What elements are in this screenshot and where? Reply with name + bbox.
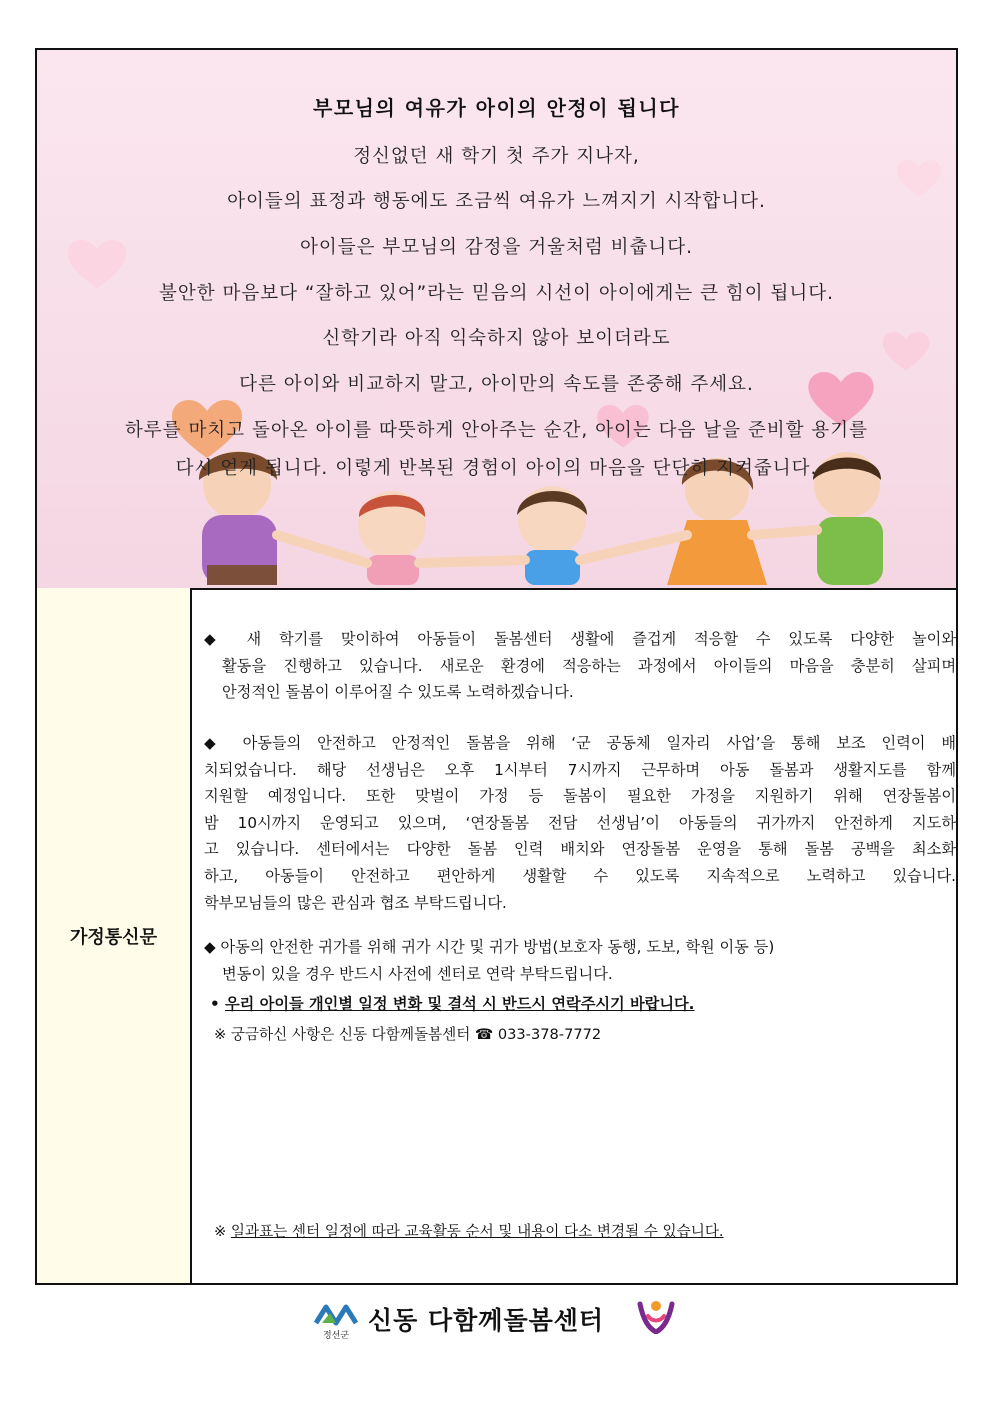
banner xyxy=(37,50,956,590)
footnote xyxy=(214,1220,724,1241)
footnote-mark: ※ xyxy=(214,1223,227,1240)
newsletter-frame xyxy=(35,48,958,1285)
banner-line: 신학기라 아직 익숙하지 않아 보이더라도 xyxy=(322,328,671,349)
contact-line xyxy=(214,1023,601,1044)
paragraph-line: 하고, 아동들이 안전하고 편안하게 생활할 수 있도록 지속적으로 노력하고 있습니다. xyxy=(204,866,956,885)
banner-line: 아이들은 부모님의 감정을 거울처럼 비춥니다. xyxy=(300,237,693,258)
paragraph-line: 활동을 진행하고 있습니다. 새로운 환경에 적응하는 과정에서 아이들의 마음을 충분히 살피며 xyxy=(222,656,956,675)
banner-line: 다시 얻게 됩니다. 이렇게 반복된 경험이 아이의 마음을 단단히 지켜줍니다. xyxy=(175,458,818,479)
paragraph-line: 고 있습니다. 센터에서는 다양한 돌봄 인력 배치와 연장돌봄 운영을 통해 돌봄 공백을 최소화 xyxy=(204,840,956,859)
phone-icon: ☎ xyxy=(475,1026,494,1043)
center-name: 신동 다함께돌봄센터 xyxy=(368,1306,605,1335)
section-label: 가정통신문 xyxy=(70,926,157,948)
section-label-cell xyxy=(37,588,192,1283)
footer xyxy=(0,1295,992,1345)
notice-row xyxy=(37,588,956,1283)
paragraph-line: 안정적인 돌봄이 이루어질 수 있도록 노력하겠습니다. xyxy=(222,683,574,702)
notice-paragraph-activities xyxy=(204,626,956,706)
contact-prefix: ※ 궁금하신 사항은 신동 다함께돌봄센터 xyxy=(214,1026,471,1043)
center-logo-icon xyxy=(636,1298,676,1334)
notice-paragraph-pickup xyxy=(204,934,956,987)
important-notice-text: 우리 아이들 개인별 일정 변화 및 결석 시 반드시 연락주시기 바랍니다. xyxy=(225,995,695,1013)
banner-line: 정신없던 새 학기 첫 주가 지나자, xyxy=(353,146,640,167)
banner-line: 아이들의 표정과 행동에도 조금씩 여유가 느껴지기 시작합니다. xyxy=(227,191,766,212)
paragraph-line: 학부모님들의 많은 관심과 협조 부탁드립니다. xyxy=(204,893,507,912)
paragraph-line: 밤 10시까지 운영되고 있으며, ‘연장돌봄 전담 선생님’이 아동들의 귀가까지 안전하게 지도하 xyxy=(204,813,956,832)
paragraph-line: ◆ 아동의 안전한 귀가를 위해 귀가 시간 및 귀가 방법(보호자 동행, 도보, 학원 이동 등) xyxy=(204,938,775,956)
paragraph-line: 치되었습니다. 해당 선생님은 오후 1시부터 7시까지 근무하며 아동 돌봄과 생활지도를 함께 xyxy=(204,760,956,779)
footnote-text: 일과표는 센터 일정에 따라 교육활동 순서 및 내용이 다소 변경될 수 있습니다. xyxy=(230,1223,724,1240)
contact-phone: 033-378-7772 xyxy=(497,1026,602,1043)
banner-line: 불안한 마음보다 “잘하고 있어”라는 믿음의 시선이 아이에게는 큰 힘이 됩니다. xyxy=(159,283,834,304)
notice-paragraph-staff xyxy=(204,730,956,916)
banner-title: 부모님의 여유가 아이의 안정이 됩니다 xyxy=(313,96,680,120)
banner-line: 하루를 마치고 돌아온 아이를 따뜻하게 안아주는 순간, 아이는 다음 날을 준비할 용기를 xyxy=(124,420,869,441)
paragraph-line: ◆ 아동들의 안전하고 안정적인 돌봄을 위해 ‘군 공동체 일자리 사업’을 통해 보조 인력이 배 xyxy=(204,734,956,752)
important-notice xyxy=(210,993,694,1014)
paragraph-line: 변동이 있을 경우 반드시 사전에 센터로 연락 부탁드립니다. xyxy=(222,964,613,983)
county-logo xyxy=(314,1301,358,1341)
paragraph-line: 지원할 예정입니다. 또한 맞벌이 가정 등 돌봄이 필요한 가정을 지원하기 위해 연장돌봄이 xyxy=(204,787,956,806)
bullet-mark: • xyxy=(210,995,220,1013)
banner-line: 다른 아이와 비교하지 말고, 아이만의 속도를 존중해 주세요. xyxy=(239,374,754,395)
notice-content xyxy=(194,588,956,1283)
county-logo-text: 정선군 xyxy=(322,1331,350,1341)
paragraph-line: ◆ 새 학기를 맞이하여 아동들이 돌봄센터 생활에 즐겁게 적응할 수 있도록 다양한 놀이와 xyxy=(204,630,956,648)
